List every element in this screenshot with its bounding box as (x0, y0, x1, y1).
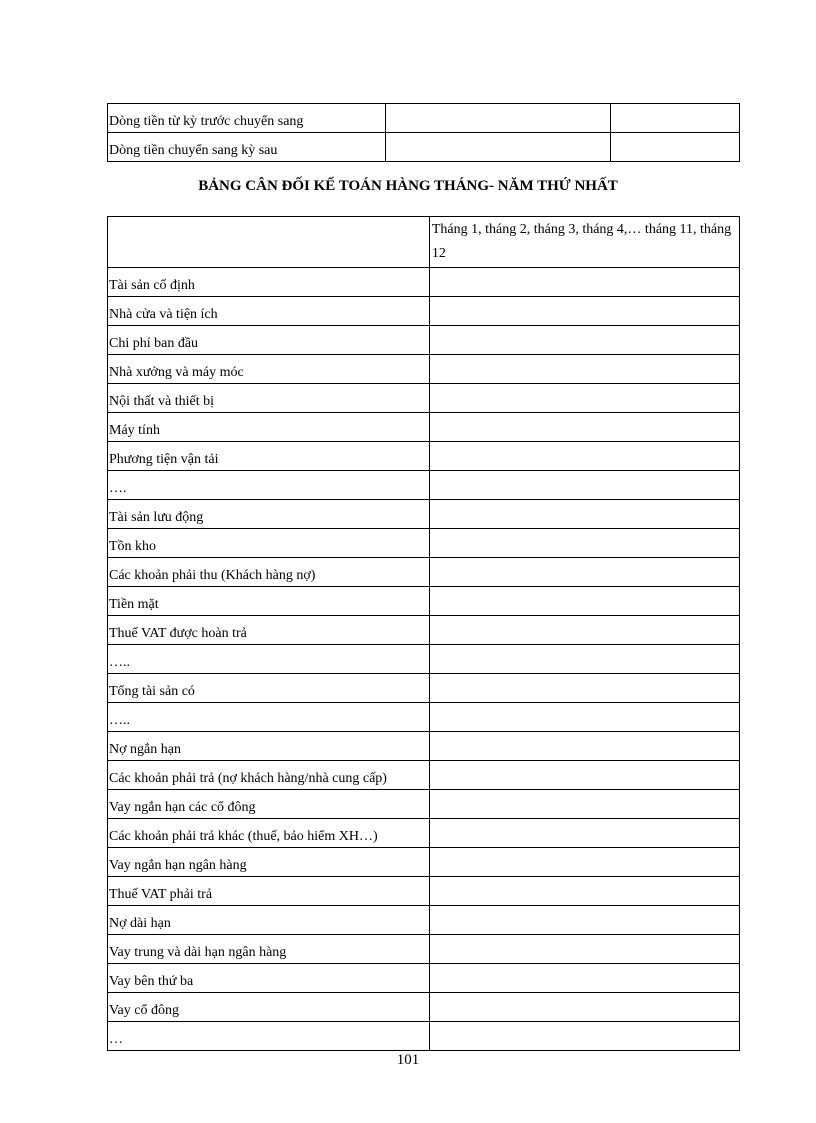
row-label: Nhà xưởng và máy móc (108, 355, 430, 384)
table-row (108, 906, 740, 935)
table-cell (429, 326, 739, 355)
table-row (108, 471, 740, 500)
table-cell (429, 964, 739, 993)
table-cell (429, 384, 739, 413)
row-label: Các khoản phải trả khác (thuế, bảo hiểm XH…) (108, 819, 430, 848)
table-row (108, 297, 740, 326)
table-row (108, 703, 740, 732)
table-row (108, 1022, 740, 1051)
cash-flow-table (107, 103, 740, 162)
table-cell (429, 442, 739, 471)
table-row (108, 877, 740, 906)
table-row (108, 935, 740, 964)
row-label: Vay bên thứ ba (108, 964, 430, 993)
row-label: Nợ dài hạn (108, 906, 430, 935)
table-cell (429, 674, 739, 703)
row-label: ….. (108, 645, 430, 674)
row-label: Vay cổ đông (108, 993, 430, 1022)
table-cell (429, 413, 739, 442)
table-cell (429, 761, 739, 790)
table-row (108, 384, 740, 413)
table-row (108, 326, 740, 355)
table-row (108, 819, 740, 848)
row-label: Vay ngắn hạn ngân hàng (108, 848, 430, 877)
row-label: Phương tiện vận tải (108, 442, 430, 471)
table-row (108, 790, 740, 819)
table-cell (429, 268, 739, 297)
table-row (108, 964, 740, 993)
table-cell (385, 104, 610, 133)
table-cell (429, 877, 739, 906)
table-row (108, 848, 740, 877)
table-cell (429, 645, 739, 674)
balance-sheet-table (107, 216, 740, 1051)
row-label: Tài sản lưu động (108, 500, 430, 529)
row-label: Thuế VAT phải trả (108, 877, 430, 906)
table-row (108, 413, 740, 442)
table-cell (611, 104, 740, 133)
table-cell (429, 297, 739, 326)
row-label: … (108, 1022, 430, 1051)
table-cell (429, 355, 739, 384)
table-cell (429, 616, 739, 645)
row-label: Thuế VAT được hoàn trả (108, 616, 430, 645)
table-cell (429, 906, 739, 935)
table-cell (429, 790, 739, 819)
table-row (108, 529, 740, 558)
row-label: Tồn kho (108, 529, 430, 558)
row-label: Chi phí ban đầu (108, 326, 430, 355)
row-label: Các khoản phải trả (nợ khách hàng/nhà cung cấp) (108, 761, 430, 790)
table-cell (429, 471, 739, 500)
table-cell (429, 848, 739, 877)
table-row (108, 355, 740, 384)
table-cell (429, 935, 739, 964)
table-row (108, 732, 740, 761)
header-empty-cell (108, 217, 430, 268)
table-cell (429, 529, 739, 558)
row-label: Tiền mặt (108, 587, 430, 616)
row-label: Dòng tiền chuyển sang kỳ sau (108, 133, 386, 162)
table-row (108, 587, 740, 616)
row-label: …. (108, 471, 430, 500)
page-number: 101 (396, 1052, 420, 1068)
table-cell (429, 587, 739, 616)
table-row (108, 558, 740, 587)
row-label: Các khoản phải thu (Khách hàng nợ) (108, 558, 430, 587)
table-cell (429, 500, 739, 529)
row-label: Vay ngắn hạn các cổ đông (108, 790, 430, 819)
table-row (108, 104, 740, 133)
table-header-row (108, 217, 740, 268)
row-label: Nhà cửa và tiện ích (108, 297, 430, 326)
table-row (108, 616, 740, 645)
table-cell (429, 1022, 739, 1051)
table-cell (429, 732, 739, 761)
table-cell (611, 133, 740, 162)
table-row (108, 993, 740, 1022)
row-label: ….. (108, 703, 430, 732)
table-row (108, 268, 740, 297)
row-label: Dòng tiền từ kỳ trước chuyển sang (108, 104, 386, 133)
row-label: Vay trung và dài hạn ngân hàng (108, 935, 430, 964)
table-cell (429, 703, 739, 732)
table-cell (385, 133, 610, 162)
table-row (108, 500, 740, 529)
row-label: Tài sản cố định (108, 268, 430, 297)
table-cell (429, 993, 739, 1022)
table-cell (429, 819, 739, 848)
table-cell (429, 558, 739, 587)
row-label: Nội thất và thiết bị (108, 384, 430, 413)
table-row (108, 674, 740, 703)
table-row (108, 645, 740, 674)
row-label: Máy tính (108, 413, 430, 442)
row-label: Nợ ngắn hạn (108, 732, 430, 761)
table-row (108, 133, 740, 162)
table-row (108, 761, 740, 790)
row-label: Tổng tài sản có (108, 674, 430, 703)
table-row (108, 442, 740, 471)
balance-sheet-title: BẢNG CÂN ĐỐI KẾ TOÁN HÀNG THÁNG- NĂM THỨ NHẤT (198, 178, 618, 194)
header-months: Tháng 1, tháng 2, tháng 3, tháng 4,… tháng 11, tháng 12 (429, 217, 739, 268)
